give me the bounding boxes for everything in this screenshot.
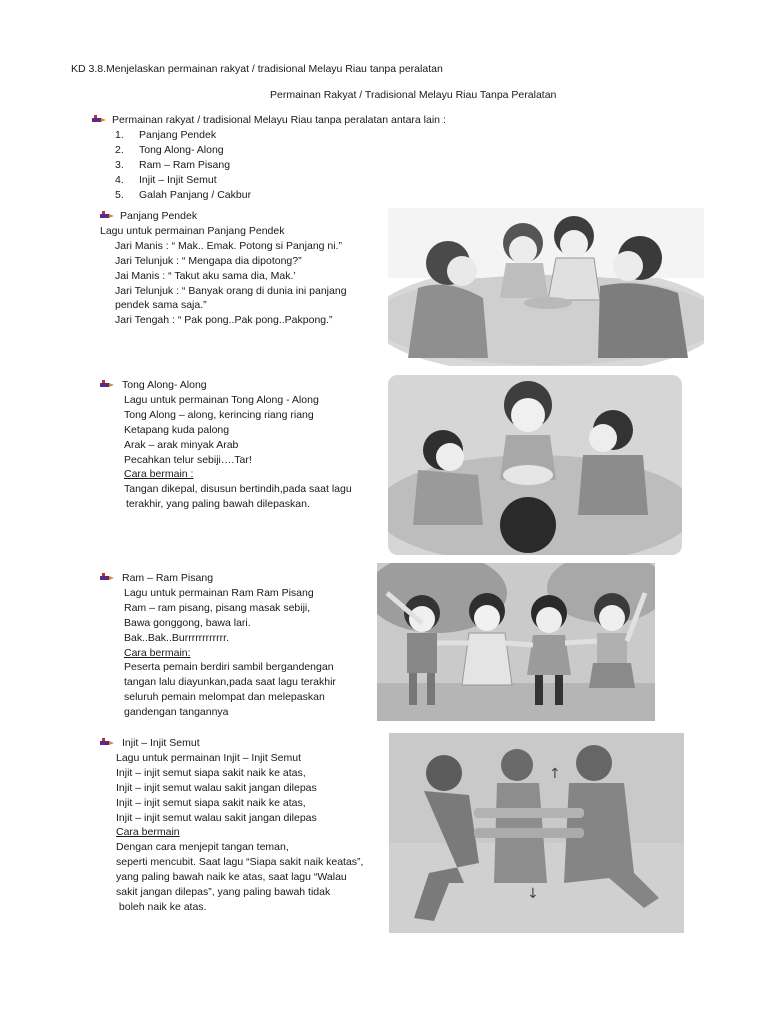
- song-line: pendek sama saja.”: [115, 299, 207, 312]
- song-line: Injit – injit semut walau sakit jangan dilepas: [116, 781, 317, 794]
- song-line: Injit – injit semut walau sakit jangan dilepas: [116, 811, 317, 824]
- pencil-bullet-icon: [100, 380, 114, 390]
- intro-block: [92, 113, 446, 202]
- section-ram-ram-pisang: [100, 571, 336, 720]
- list-item: 2. Tong Along- Along: [115, 143, 224, 156]
- svg-text:↓: ↓: [527, 886, 539, 902]
- instruction-line: gandengan tangannya: [124, 706, 229, 719]
- instruction-line: sakit jangan dilepas”, yang paling bawah tidak: [116, 886, 331, 899]
- intro-text-row: [92, 113, 446, 128]
- section-title-row: [100, 736, 363, 751]
- instruction-line: tangan lalu diayunkan,pada saat lagu terakhir: [124, 676, 336, 689]
- song-line: Bawa gonggong, bawa lari.: [124, 616, 251, 629]
- kd-heading: KD 3.8.Menjelaskan permainan rakyat / tradisional Melayu Riau tanpa peralatan: [71, 63, 443, 75]
- section-title-row: [100, 378, 352, 393]
- song-line: Lagu untuk permainan Panjang Pendek: [100, 224, 285, 237]
- cara-bermain-label: Cara bermain: [116, 826, 180, 839]
- instruction-line: boleh naik ke atas.: [116, 900, 207, 913]
- children-panjang-pendek-illustration: [388, 208, 704, 366]
- children-injit-semut-photo: [389, 733, 684, 933]
- instruction-line: yang paling bawah naik ke atas, saat lagu “Walau: [116, 871, 347, 884]
- song-line: Jari Tengah : “ Pak pong..Pak pong..Pakpong.”: [115, 314, 333, 327]
- section-title: Injit – Injit Semut: [122, 737, 200, 749]
- section-title: Ram – Ram Pisang: [122, 572, 214, 584]
- song-line: Lagu untuk permainan Tong Along - Along: [124, 393, 319, 406]
- instruction-line: seluruh pemain melompat dan melepaskan: [124, 691, 325, 704]
- intro-text: Permainan rakyat / tradisional Melayu Riau tanpa peralatan antara lain :: [112, 114, 446, 126]
- song-line: Ram – ram pisang, pisang masak sebiji,: [124, 601, 311, 614]
- cara-bermain-label: Cara bermain :: [124, 468, 194, 481]
- song-line: Injit – injit semut siapa sakit naik ke atas,: [116, 796, 306, 809]
- section-title-row: [100, 209, 347, 224]
- instruction-line: Peserta pemain berdiri sambil bergandengan: [124, 661, 334, 674]
- pencil-bullet-icon: [100, 738, 114, 748]
- song-line: Lagu untuk permainan Injit – Injit Semut: [116, 751, 302, 764]
- song-line: Ketapang kuda palong: [124, 423, 230, 436]
- song-line: Jai Manis : “ Takut aku sama dia, Mak.’: [115, 269, 296, 282]
- list-item: 5. Galah Panjang / Cakbur: [115, 188, 252, 201]
- song-line: Pecahkan telur sebiji….Tar!: [124, 453, 252, 466]
- document-title: Permainan Rakyat / Tradisional Melayu Riau Tanpa Peralatan: [270, 89, 557, 101]
- instruction-line: seperti mencubit. Saat lagu “Siapa sakit naik keatas”,: [116, 856, 364, 869]
- cara-bermain-label: Cara bermain:: [124, 646, 191, 659]
- instruction-line: terakhir, yang paling bawah dilepaskan.: [126, 498, 310, 511]
- song-line: Arak – arak minyak Arab: [124, 438, 239, 451]
- children-tong-along-illustration: [388, 375, 682, 555]
- pencil-bullet-icon: [100, 211, 114, 221]
- song-line: Jari Telunjuk : “ Banyak orang di dunia ini panjang: [115, 284, 347, 297]
- list-item: 4. Injit – Injit Semut: [115, 173, 217, 186]
- section-title: Panjang Pendek: [120, 210, 198, 222]
- song-line: Injit – injit semut siapa sakit naik ke atas,: [116, 766, 306, 779]
- song-line: Jari Manis : “ Mak.. Emak. Potong si Panjang ni.”: [115, 239, 343, 252]
- song-line: Lagu untuk permainan Ram Ram Pisang: [124, 586, 314, 599]
- section-panjang-pendek: [100, 209, 347, 328]
- pencil-bullet-icon: [92, 115, 106, 125]
- song-line: Jari Telunjuk : “ Mengapa dia dipotong?”: [115, 254, 302, 267]
- games-list: [115, 128, 446, 203]
- list-item: 3. Ram – Ram Pisang: [115, 158, 231, 171]
- section-injit-semut: [100, 736, 363, 915]
- children-ram-pisang-illustration: [377, 563, 655, 721]
- song-line: Bak..Bak..Burrrrrrrrrrrr.: [124, 631, 229, 644]
- section-title-row: [100, 571, 336, 586]
- list-item: 1. Panjang Pendek: [115, 128, 217, 141]
- section-tong-along: [100, 378, 352, 512]
- instruction-line: Tangan dikepal, disusun bertindih,pada saat lagu: [124, 483, 352, 496]
- instruction-line: Dengan cara menjepit tangan teman,: [116, 841, 289, 854]
- svg-text:↑: ↑: [549, 766, 561, 782]
- section-title: Tong Along- Along: [122, 379, 207, 391]
- song-line: Tong Along – along, kerincing riang riang: [124, 408, 314, 421]
- pencil-bullet-icon: [100, 573, 114, 583]
